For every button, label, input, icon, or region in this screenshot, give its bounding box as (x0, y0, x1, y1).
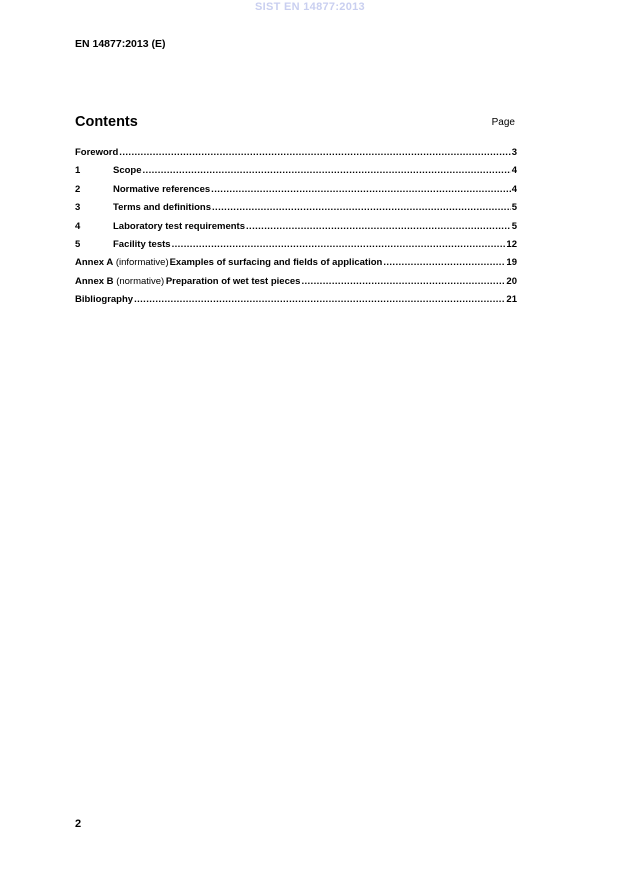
toc-entry-title: Normative references (113, 183, 211, 195)
toc-header (75, 113, 515, 131)
toc-entry-terms-and-definitions[interactable] (75, 202, 517, 220)
page-number: 2 (75, 818, 82, 830)
toc-entry-page: 12 (506, 238, 517, 250)
toc-page-column-label: Page (491, 117, 515, 128)
watermark: SIST EN 14877:2013 (255, 1, 365, 13)
toc-entry-page: 19 (506, 257, 517, 269)
toc-title: Contents (75, 114, 138, 130)
toc-entry-page: 5 (511, 220, 517, 232)
toc-entry-page: 3 (511, 147, 517, 158)
toc-leader-dots (212, 202, 511, 213)
toc-leader-dots (172, 239, 506, 250)
toc-entry-normative-references[interactable] (75, 184, 517, 202)
annex-type-note: (informative) (115, 257, 169, 269)
toc-leader-dots (134, 294, 505, 305)
toc-entry-page: 4 (511, 183, 517, 195)
toc-entry-page: 20 (506, 275, 517, 287)
annex-label: Annex B (75, 275, 114, 287)
toc-entry-scope[interactable] (75, 165, 517, 183)
toc-entry-annex-b[interactable] (75, 276, 517, 294)
toc-entry-title: Facility tests (113, 238, 171, 250)
toc-entry-number: 3 (75, 202, 81, 214)
toc-entry-annex-a[interactable] (75, 257, 517, 275)
toc-entry-facility-tests[interactable] (75, 239, 517, 257)
toc-entry-page: 5 (511, 202, 517, 214)
annex-type-note: (normative) (116, 275, 165, 287)
toc-entry-page: 21 (506, 294, 517, 306)
toc-entry-title: Laboratory test requirements (113, 220, 245, 232)
toc-leader-dots (383, 257, 505, 268)
toc-entry-title: Terms and definitions (113, 202, 212, 214)
toc-entry-title: Scope (113, 165, 142, 177)
toc-entry-title: Foreword (75, 147, 119, 158)
toc-entry-laboratory-test-requirements[interactable] (75, 221, 517, 239)
toc-leader-dots (119, 147, 510, 158)
table-of-contents (75, 147, 517, 313)
toc-entry-foreword[interactable] (75, 147, 517, 165)
toc-entry-number: 5 (75, 238, 81, 250)
toc-leader-dots (246, 221, 511, 232)
toc-entry-title: Preparation of wet test pieces (165, 275, 301, 287)
toc-entry-number: 2 (75, 183, 81, 195)
toc-entry-title: Examples of surfacing and fields of application (169, 257, 383, 269)
toc-entry-number: 4 (75, 220, 81, 232)
toc-leader-dots (211, 184, 511, 195)
annex-label: Annex A (75, 257, 114, 269)
toc-entry-page: 4 (511, 165, 517, 177)
document-id: EN 14877:2013 (E) (75, 38, 166, 50)
toc-leader-dots (143, 165, 511, 176)
toc-entry-bibliography[interactable] (75, 294, 517, 312)
toc-entry-title: Bibliography (75, 294, 134, 306)
toc-leader-dots (301, 276, 505, 287)
toc-entry-number: 1 (75, 165, 81, 177)
